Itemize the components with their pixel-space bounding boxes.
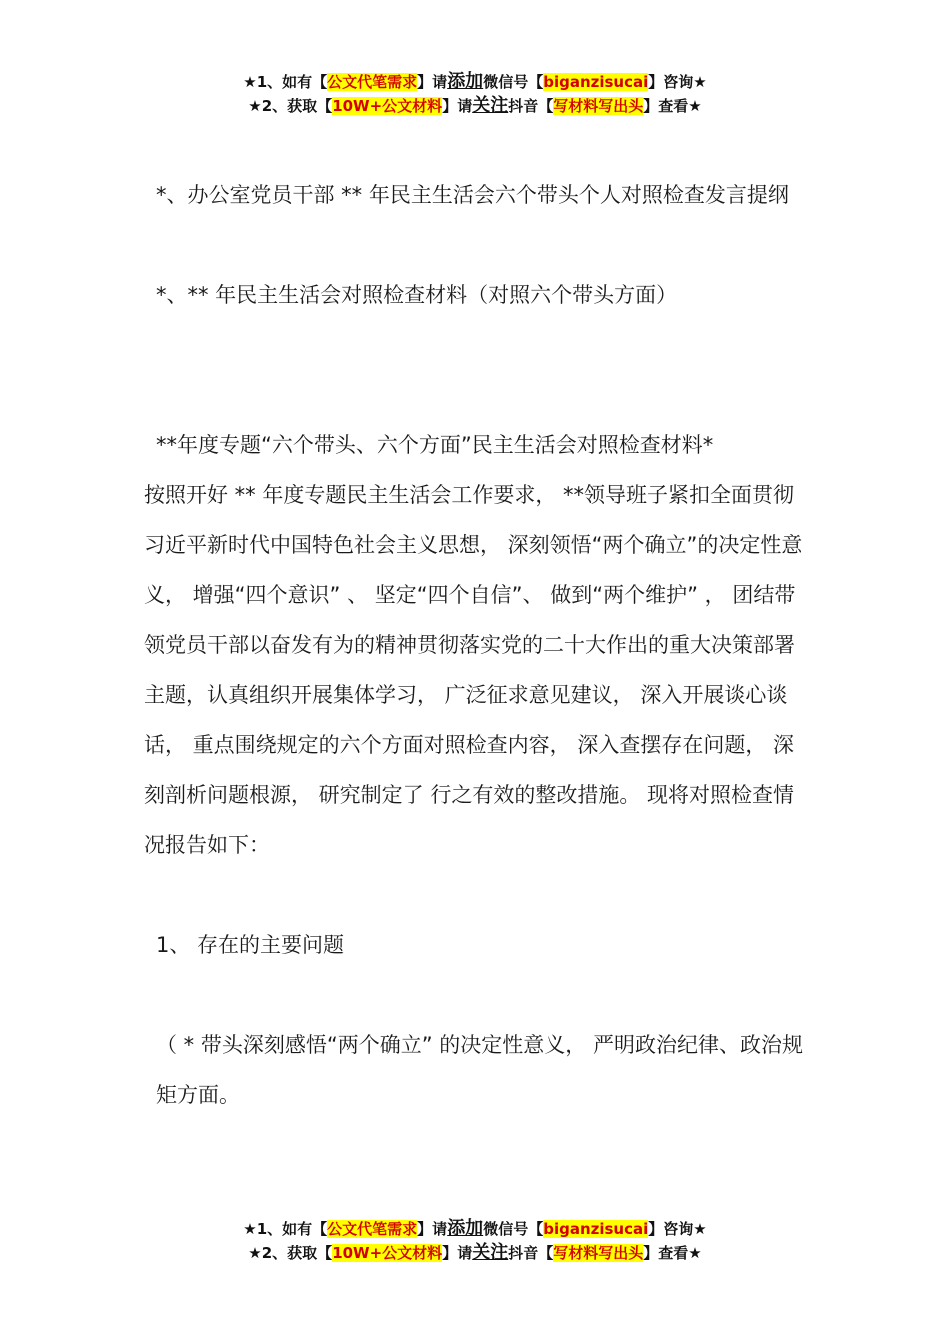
banner-text: ★2、获取【 (248, 1244, 333, 1262)
banner-text: ★1、如有【 (243, 73, 328, 91)
banner-highlight: 公文代笔需求 (327, 73, 418, 91)
banner-highlight: 10W+公文材料 (332, 1244, 443, 1262)
banner-text: 抖音【 (508, 1244, 554, 1262)
banner-line-1 (0, 70, 950, 94)
banner-text: 】请 (442, 97, 473, 115)
banner-wechat-id: biganzisucai (543, 73, 649, 91)
section-item-1: （ * 带头深刻感悟“两个确立” 的决定性意义， 严明政治纪律、政治规矩方面。 (156, 1033, 803, 1107)
banner-emphasis: 关注 (472, 1242, 509, 1263)
banner-line-1 (0, 1217, 950, 1241)
banner-wechat-id: biganzisucai (543, 1220, 649, 1238)
banner-text: 】咨询★ (648, 73, 707, 91)
banner-highlight: 公文代笔需求 (327, 1220, 418, 1238)
doc-body-paragraph: 按照开好 ** 年度专题民主生活会工作要求， **领导班子紧扣全面贯彻习近平新时代中国特色社会主义思想， 深刻领悟“两个确立”的决定性意义， 增强“四个意识” 、 坚定“四个自信”、 做到“两个维护” ， 团结带领党员干部以奋发有为的精神贯彻落实党的二十大作出的重大决策部署主题，认真组织开展集体学习， 广泛征求意见建议， 深入开展谈心谈话， 重点围绕规定的六个方面对照检查内容， 深入查摆存在问题， 深刻剖析问题根源， 研究制定了 行之有效的整改措施。 现将对照检查情况报告如下： (144, 483, 803, 857)
document-body (144, 170, 808, 1120)
banner-emphasis: 关注 (472, 95, 509, 116)
banner-text: 微信号【 (483, 73, 544, 91)
banner-text: 抖音【 (508, 97, 554, 115)
banner-text: ★1、如有【 (243, 1220, 328, 1238)
section-heading-1: 1、 存在的主要问题 (156, 933, 345, 957)
banner-text: 】请 (442, 1244, 473, 1262)
banner-text: 微信号【 (483, 1220, 544, 1238)
top-banner (0, 70, 950, 118)
doc-title-2: *、** 年民主生活会对照检查材料（对照六个带头方面） (156, 283, 678, 307)
banner-line-2 (0, 1241, 950, 1265)
banner-text: 】请 (417, 73, 448, 91)
doc-subtitle: **年度专题“六个带头、六个方面”民主生活会对照检查材料* (156, 433, 714, 457)
banner-highlight: 10W+公文材料 (332, 97, 443, 115)
banner-text: ★2、获取【 (248, 97, 333, 115)
banner-emphasis: 添加 (447, 71, 484, 92)
doc-title-1: *、办公室党员干部 ** 年民主生活会六个带头个人对照检查发言提纲 (156, 183, 789, 207)
banner-text: 】请 (417, 1220, 448, 1238)
banner-line-2 (0, 94, 950, 118)
banner-douyin-id: 写材料写出头 (553, 97, 644, 115)
bottom-banner (0, 1217, 950, 1265)
banner-douyin-id: 写材料写出头 (553, 1244, 644, 1262)
banner-text: 】查看★ (643, 97, 702, 115)
banner-text: 】咨询★ (648, 1220, 707, 1238)
banner-text: 】查看★ (643, 1244, 702, 1262)
banner-emphasis: 添加 (447, 1218, 484, 1239)
